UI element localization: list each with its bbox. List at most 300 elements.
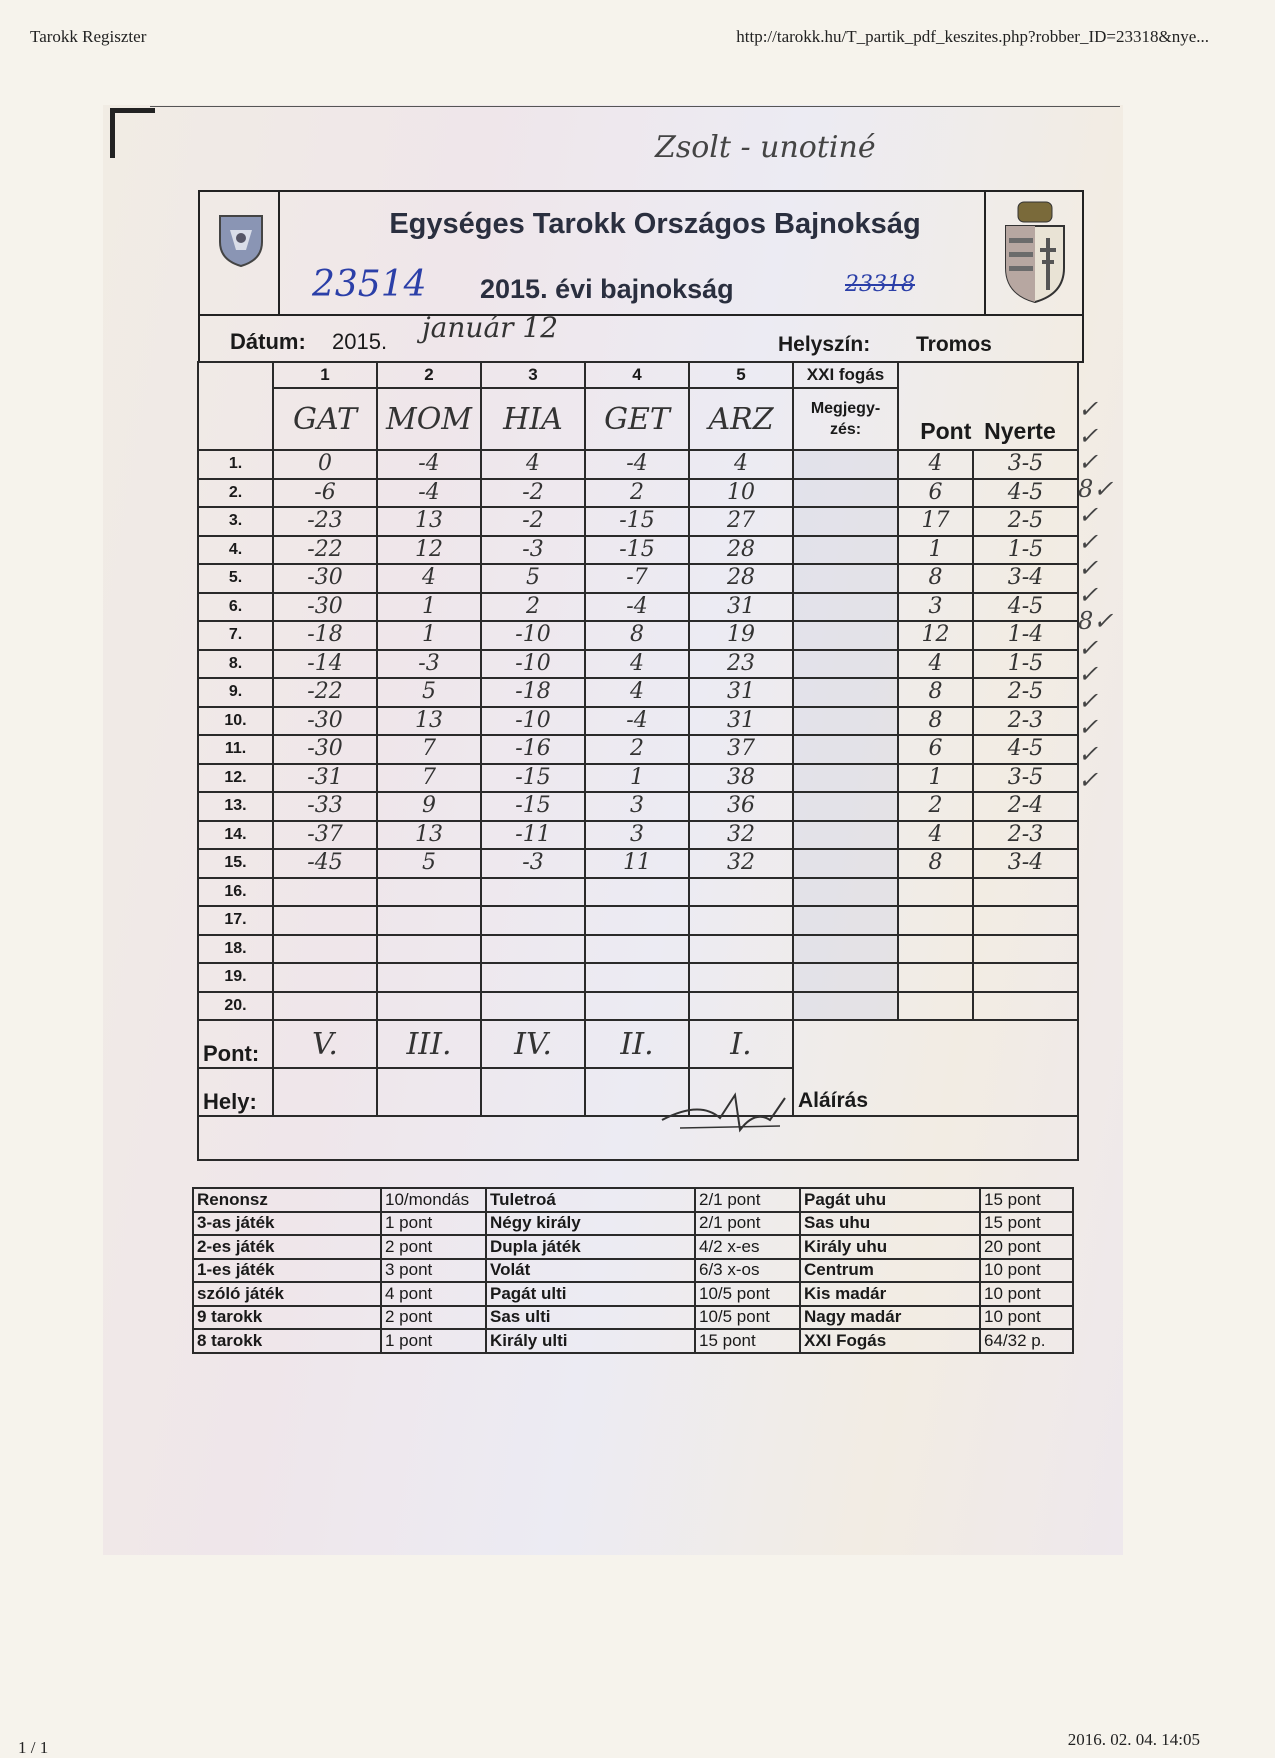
- pont-cell: [898, 906, 973, 935]
- pont-cell: [898, 992, 973, 1021]
- nyerte-cell: 2-3: [973, 821, 1078, 850]
- coat-of-arms-icon: [1000, 198, 1070, 306]
- round-number: 16.: [198, 878, 273, 907]
- score-cell: [377, 906, 481, 935]
- score-cell: [273, 963, 377, 992]
- score-row: [198, 536, 1078, 565]
- score-cell: -4: [585, 707, 689, 736]
- game-points: 10 pont: [980, 1306, 1073, 1330]
- date-handwritten: január 12: [422, 311, 559, 344]
- score-row: [198, 593, 1078, 622]
- score-cell: 38: [689, 764, 793, 793]
- score-cell: 11: [585, 849, 689, 878]
- score-cell: 5: [481, 564, 585, 593]
- round-number: 7.: [198, 621, 273, 650]
- xxi-cell: [793, 650, 898, 679]
- score-cell: 2: [585, 479, 689, 508]
- player-name: GAT: [273, 388, 377, 450]
- score-row: [198, 849, 1078, 878]
- game-type: Renonsz: [193, 1188, 381, 1212]
- reference-row: [193, 1259, 1073, 1283]
- game-type: Centrum: [800, 1259, 980, 1283]
- handwritten-annotation: Zsolt - unotiné: [655, 130, 876, 165]
- score-cell: [377, 992, 481, 1021]
- xxi-cell: [793, 450, 898, 479]
- hely-cell: [273, 1068, 377, 1116]
- game-type: Sas ulti: [486, 1306, 695, 1330]
- header-divider: [278, 192, 280, 314]
- nyerte-cell: 3-5: [973, 764, 1078, 793]
- game-type: Volát: [486, 1259, 695, 1283]
- score-cell: 2: [481, 593, 585, 622]
- game-points: 15 pont: [980, 1188, 1073, 1212]
- score-cell: 19: [689, 621, 793, 650]
- game-points: 64/32 p.: [980, 1329, 1073, 1353]
- xxi-cell: [793, 821, 898, 850]
- round-number: 14.: [198, 821, 273, 850]
- game-type: 9 tarokk: [193, 1306, 381, 1330]
- score-cell: 37: [689, 735, 793, 764]
- score-cell: 4: [585, 650, 689, 679]
- signature-label: Aláírás: [793, 1020, 1078, 1116]
- checkmark: ✓: [1078, 554, 1099, 582]
- round-number: 17.: [198, 906, 273, 935]
- score-cell: [585, 878, 689, 907]
- xxi-cell: [793, 878, 898, 907]
- score-cell: -14: [273, 650, 377, 679]
- score-cell: 4: [377, 564, 481, 593]
- score-cell: -3: [377, 650, 481, 679]
- player-name: GET: [585, 388, 689, 450]
- game-points: 10/5 pont: [695, 1282, 800, 1306]
- score-cell: [585, 906, 689, 935]
- date-location-row: [198, 313, 1084, 363]
- score-cell: -15: [585, 536, 689, 565]
- score-cell: 13: [377, 707, 481, 736]
- pont-cell: 3: [898, 593, 973, 622]
- nyerte-cell: 2-5: [973, 678, 1078, 707]
- score-cell: 3: [585, 792, 689, 821]
- final-place: III.: [377, 1020, 481, 1068]
- score-cell: 27: [689, 507, 793, 536]
- checkmark: ✓: [1078, 660, 1099, 688]
- pont-nyerte-header: [898, 362, 1078, 450]
- nyerte-cell: 2-5: [973, 507, 1078, 536]
- player-number: 3: [481, 362, 585, 388]
- round-number: 8.: [198, 650, 273, 679]
- xxi-cell: [793, 707, 898, 736]
- pont-cell: 6: [898, 735, 973, 764]
- player-number: 1: [273, 362, 377, 388]
- score-cell: 1: [377, 593, 481, 622]
- reference-row: [193, 1235, 1073, 1259]
- checkmark: ✓: [1078, 527, 1099, 556]
- game-type: Király ulti: [486, 1329, 695, 1353]
- score-cell: 5: [377, 678, 481, 707]
- pont-cell: 4: [898, 821, 973, 850]
- score-cell: 8: [585, 621, 689, 650]
- game-points: 10/5 pont: [695, 1306, 800, 1330]
- handwritten-id: 23514: [312, 264, 427, 305]
- score-row: [198, 564, 1078, 593]
- game-type: XXI Fogás: [800, 1329, 980, 1353]
- xxi-cell: [793, 507, 898, 536]
- score-row: [198, 735, 1078, 764]
- checkmark: ✓: [1078, 580, 1099, 609]
- score-cell: [585, 935, 689, 964]
- game-points: 6/3 x-os: [695, 1259, 800, 1283]
- score-cell: -10: [481, 707, 585, 736]
- score-cell: 36: [689, 792, 793, 821]
- score-cell: [273, 906, 377, 935]
- signature-scribble: [660, 1090, 790, 1135]
- score-cell: -18: [481, 678, 585, 707]
- xxi-cell: [793, 764, 898, 793]
- score-row: [198, 764, 1078, 793]
- nyerte-cell: 1-5: [973, 536, 1078, 565]
- checkmark: 8✓: [1078, 607, 1114, 635]
- score-cell: [273, 992, 377, 1021]
- game-points: 1 pont: [381, 1329, 486, 1353]
- score-cell: -22: [273, 536, 377, 565]
- score-cell: [273, 878, 377, 907]
- xxi-cell: [793, 792, 898, 821]
- score-cell: -33: [273, 792, 377, 821]
- score-cell: -4: [585, 450, 689, 479]
- location-label: Helyszín:: [778, 333, 871, 356]
- score-row: [198, 707, 1078, 736]
- score-cell: [377, 878, 481, 907]
- scan-corner-mark: [110, 108, 155, 158]
- score-cell: 23: [689, 650, 793, 679]
- score-cell: -23: [273, 507, 377, 536]
- pont-cell: 1: [898, 764, 973, 793]
- score-cell: [481, 963, 585, 992]
- nyerte-cell: 2-3: [973, 707, 1078, 736]
- score-cell: -15: [481, 764, 585, 793]
- round-number: 19.: [198, 963, 273, 992]
- score-cell: 28: [689, 536, 793, 565]
- game-points: 15 pont: [980, 1212, 1073, 1236]
- game-points: 2 pont: [381, 1306, 486, 1330]
- score-cell: 32: [689, 849, 793, 878]
- score-cell: 0: [273, 450, 377, 479]
- nyerte-cell: 1-5: [973, 650, 1078, 679]
- score-cell: -3: [481, 849, 585, 878]
- pont-header: Pont: [920, 418, 972, 444]
- round-number: 2.: [198, 479, 273, 508]
- pont-cell: 17: [898, 507, 973, 536]
- checkmark: ✓: [1078, 739, 1099, 768]
- score-cell: [689, 992, 793, 1021]
- score-cell: 5: [377, 849, 481, 878]
- xxi-cell: [793, 479, 898, 508]
- reference-row: [193, 1212, 1073, 1236]
- score-cell: -10: [481, 650, 585, 679]
- nyerte-cell: [973, 935, 1078, 964]
- score-cell: 7: [377, 735, 481, 764]
- scan-top-line: [150, 106, 1120, 107]
- pont-row-label: Pont:: [198, 1020, 273, 1068]
- score-cell: 7: [377, 764, 481, 793]
- browser-url: http://tarokk.hu/T_partik_pdf_keszites.php?robber_ID=23318&nye...: [736, 27, 1209, 46]
- checkmark-column: [1078, 395, 1138, 793]
- game-type: Tuletroá: [486, 1188, 695, 1212]
- location-value: Tromos: [916, 333, 992, 356]
- final-place: I.: [689, 1020, 793, 1068]
- header-divider: [984, 192, 986, 314]
- score-cell: -18: [273, 621, 377, 650]
- xxi-cell: [793, 621, 898, 650]
- round-number: 18.: [198, 935, 273, 964]
- game-points: 10 pont: [980, 1259, 1073, 1283]
- struck-code: 23318: [845, 272, 915, 297]
- score-row: [198, 992, 1078, 1021]
- player-name: HIA: [481, 388, 585, 450]
- hely-row-label: Hely:: [198, 1068, 273, 1116]
- score-cell: [481, 935, 585, 964]
- score-cell: 32: [689, 821, 793, 850]
- form-title: Egységes Tarokk Országos Bajnokság: [389, 208, 921, 240]
- score-cell: 31: [689, 678, 793, 707]
- final-place: V.: [273, 1020, 377, 1068]
- nyerte-cell: [973, 963, 1078, 992]
- player-number: 4: [585, 362, 689, 388]
- round-number: 11.: [198, 735, 273, 764]
- points-reference-table: [192, 1187, 1074, 1354]
- nyerte-header: Nyerte: [984, 418, 1056, 444]
- final-place: II.: [585, 1020, 689, 1068]
- score-cell: 31: [689, 707, 793, 736]
- score-cell: -4: [585, 593, 689, 622]
- game-type: Dupla játék: [486, 1235, 695, 1259]
- game-type: Pagát uhu: [800, 1188, 980, 1212]
- nyerte-cell: [973, 878, 1078, 907]
- reference-row: [193, 1282, 1073, 1306]
- round-number: 9.: [198, 678, 273, 707]
- round-number: 6.: [198, 593, 273, 622]
- score-cell: 1: [585, 764, 689, 793]
- round-number: 12.: [198, 764, 273, 793]
- score-cell: 4: [585, 678, 689, 707]
- nyerte-cell: 4-5: [973, 735, 1078, 764]
- megjegyzes-header: Megjegy- zés:: [793, 388, 898, 450]
- score-cell: 31: [689, 593, 793, 622]
- page-count: 1 / 1: [18, 1738, 49, 1757]
- player-number: 5: [689, 362, 793, 388]
- xxi-cell: [793, 963, 898, 992]
- player-name: MOM: [377, 388, 481, 450]
- xxi-cell: [793, 536, 898, 565]
- score-cell: 4: [481, 450, 585, 479]
- game-type: Kis madár: [800, 1282, 980, 1306]
- score-cell: [377, 963, 481, 992]
- pont-cell: 8: [898, 564, 973, 593]
- pont-cell: 1: [898, 536, 973, 565]
- reference-row: [193, 1306, 1073, 1330]
- round-number: 1.: [198, 450, 273, 479]
- game-points: 10/mondás: [381, 1188, 486, 1212]
- xxi-cell: [793, 678, 898, 707]
- nyerte-cell: 4-5: [973, 593, 1078, 622]
- xxi-cell: [793, 564, 898, 593]
- score-row: [198, 450, 1078, 479]
- score-cell: -15: [481, 792, 585, 821]
- score-cell: -4: [377, 450, 481, 479]
- score-row: [198, 650, 1078, 679]
- game-points: 1 pont: [381, 1212, 486, 1236]
- score-cell: -3: [481, 536, 585, 565]
- round-number: 4.: [198, 536, 273, 565]
- score-cell: 10: [689, 479, 793, 508]
- nyerte-cell: 3-5: [973, 450, 1078, 479]
- form-subtitle: 2015. évi bajnokság: [480, 274, 734, 304]
- score-cell: -11: [481, 821, 585, 850]
- nyerte-cell: 4-5: [973, 479, 1078, 508]
- hely-cell: [377, 1068, 481, 1116]
- nyerte-cell: [973, 992, 1078, 1021]
- score-cell: -4: [377, 479, 481, 508]
- checkmark: ✓: [1078, 501, 1099, 529]
- game-points: 2/1 pont: [695, 1188, 800, 1212]
- game-points: 4/2 x-es: [695, 1235, 800, 1259]
- score-cell: [377, 935, 481, 964]
- game-points: 3 pont: [381, 1259, 486, 1283]
- score-cell: 3: [585, 821, 689, 850]
- score-cell: -31: [273, 764, 377, 793]
- checkmark: ✓: [1078, 448, 1099, 476]
- score-cell: 1: [377, 621, 481, 650]
- player-number: 2: [377, 362, 481, 388]
- browser-page-title: Tarokk Regiszter: [30, 27, 147, 46]
- game-type: Király uhu: [800, 1235, 980, 1259]
- round-number: 10.: [198, 707, 273, 736]
- score-cell: [689, 906, 793, 935]
- xxi-cell: [793, 935, 898, 964]
- checkmark: ✓: [1078, 633, 1099, 662]
- pont-cell: 6: [898, 479, 973, 508]
- game-points: 2/1 pont: [695, 1212, 800, 1236]
- reference-row: [193, 1188, 1073, 1212]
- nyerte-cell: 1-4: [973, 621, 1078, 650]
- score-cell: [689, 935, 793, 964]
- score-cell: -10: [481, 621, 585, 650]
- score-cell: -30: [273, 564, 377, 593]
- checkmark: ✓: [1078, 686, 1099, 715]
- score-cell: -30: [273, 593, 377, 622]
- game-type: 1-es játék: [193, 1259, 381, 1283]
- checkmark: ✓: [1078, 766, 1099, 794]
- xxi-cell: [793, 992, 898, 1021]
- date-value: 2015.: [332, 329, 388, 354]
- score-cell: 28: [689, 564, 793, 593]
- score-cell: 13: [377, 507, 481, 536]
- pont-cell: 12: [898, 621, 973, 650]
- hely-cell: [481, 1068, 585, 1116]
- print-timestamp: 2016. 02. 04. 14:05: [1067, 1730, 1200, 1749]
- round-number: 3.: [198, 507, 273, 536]
- score-cell: 2: [585, 735, 689, 764]
- score-cell: 13: [377, 821, 481, 850]
- xxi-fogas-header: XXI fogás: [793, 362, 898, 388]
- round-number: 15.: [198, 849, 273, 878]
- score-cell: -16: [481, 735, 585, 764]
- checkmark: ✓: [1078, 713, 1099, 741]
- pont-cell: 8: [898, 849, 973, 878]
- pont-cell: 8: [898, 678, 973, 707]
- score-cell: [689, 878, 793, 907]
- xxi-cell: [793, 593, 898, 622]
- game-points: 10 pont: [980, 1282, 1073, 1306]
- score-cell: [273, 935, 377, 964]
- checkmark: ✓: [1078, 395, 1099, 423]
- score-cell: -45: [273, 849, 377, 878]
- round-number: 13.: [198, 792, 273, 821]
- score-cell: 12: [377, 536, 481, 565]
- pont-cell: 2: [898, 792, 973, 821]
- game-type: Pagát ulti: [486, 1282, 695, 1306]
- pont-cell: 8: [898, 707, 973, 736]
- score-cell: 4: [689, 450, 793, 479]
- final-place: IV.: [481, 1020, 585, 1068]
- score-cell: [585, 992, 689, 1021]
- score-row: [198, 878, 1078, 907]
- pont-cell: [898, 878, 973, 907]
- form-header: [198, 130, 1084, 316]
- game-points: 20 pont: [980, 1235, 1073, 1259]
- xxi-cell: [793, 906, 898, 935]
- blank-band: [198, 1116, 1078, 1160]
- score-cell: -22: [273, 678, 377, 707]
- score-cell: -7: [585, 564, 689, 593]
- score-cell: 9: [377, 792, 481, 821]
- game-type: 3-as játék: [193, 1212, 381, 1236]
- score-row: [198, 479, 1078, 508]
- score-cell: [585, 963, 689, 992]
- game-type: Sas uhu: [800, 1212, 980, 1236]
- player-name: ARZ: [689, 388, 793, 450]
- xxi-cell: [793, 735, 898, 764]
- score-row: [198, 678, 1078, 707]
- score-row: [198, 821, 1078, 850]
- game-type: 8 tarokk: [193, 1329, 381, 1353]
- date-label: Dátum:: [230, 329, 306, 354]
- score-row: [198, 792, 1078, 821]
- game-type: szóló játék: [193, 1282, 381, 1306]
- game-points: 2 pont: [381, 1235, 486, 1259]
- score-row: [198, 963, 1078, 992]
- pont-cell: [898, 935, 973, 964]
- score-cell: [689, 963, 793, 992]
- nyerte-cell: 2-4: [973, 792, 1078, 821]
- reference-row: [193, 1329, 1073, 1353]
- game-points: 4 pont: [381, 1282, 486, 1306]
- score-cell: -37: [273, 821, 377, 850]
- xxi-cell: [793, 849, 898, 878]
- round-number: 20.: [198, 992, 273, 1021]
- game-type: 2-es játék: [193, 1235, 381, 1259]
- score-table: [197, 361, 1079, 1161]
- score-cell: [481, 878, 585, 907]
- checkmark: ✓: [1078, 421, 1099, 450]
- score-row: [198, 935, 1078, 964]
- federation-emblem-icon: [216, 212, 266, 268]
- score-cell: -2: [481, 507, 585, 536]
- pont-cell: [898, 963, 973, 992]
- score-cell: -30: [273, 735, 377, 764]
- score-cell: -6: [273, 479, 377, 508]
- score-row: [198, 906, 1078, 935]
